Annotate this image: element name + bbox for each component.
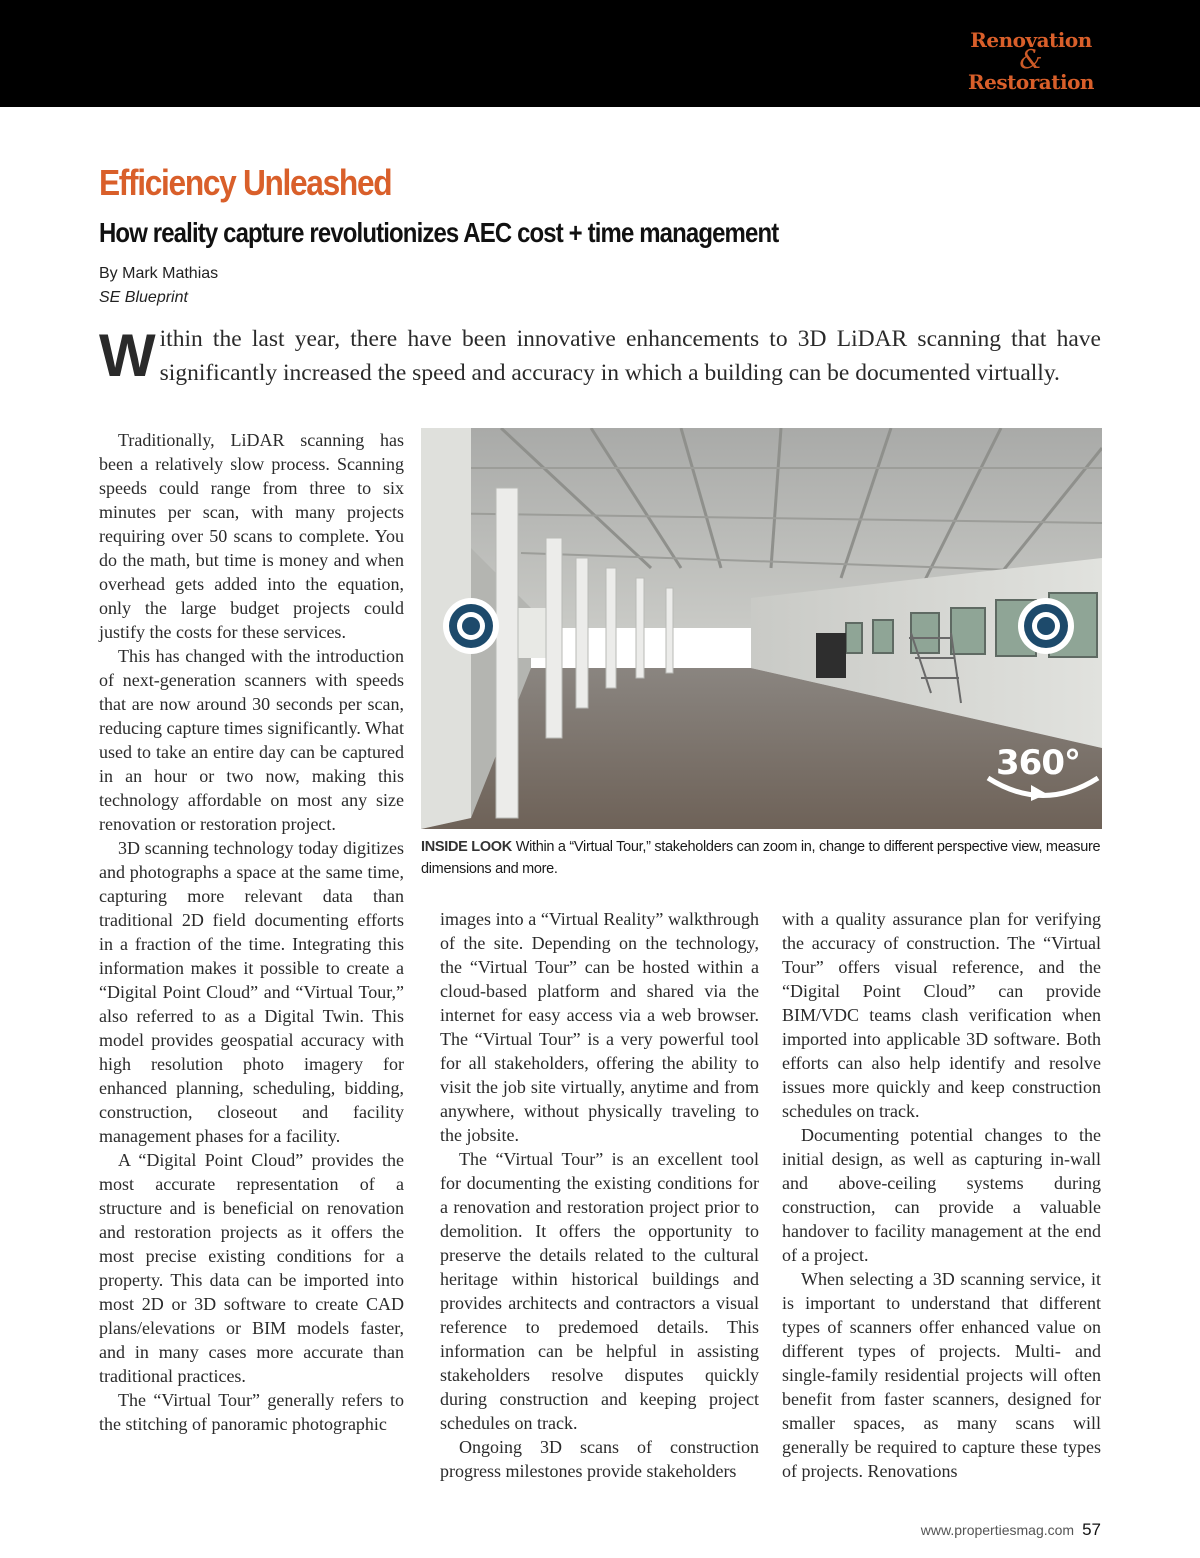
logo-ampersand: &	[1019, 45, 1043, 75]
paragraph: Documenting potential changes to the initial design, as well as capturing in-wall and above-ceiling systems during construction, can provide a valuable handover to facility management at the end of a project.	[782, 1125, 1101, 1265]
caption-label: INSIDE LOOK	[421, 839, 512, 855]
caption-text: Within a “Virtual Tour,” stakeholders can zoom in, change to different perspective view, measure dimensions and more.	[421, 839, 1101, 877]
paragraph: images into a “Virtual Reality” walkthrough of the site. Depending on the technology, the “Virtual Tour” can be hosted within a cloud-based platform and shared via the internet for easy access via a web browser. The “Virtual Tour” is a very powerful tool for all stakeholders, offering the ability to visit the job site virtually, anytime and from anywhere, without physically traveling to the jobsite.	[440, 909, 759, 1145]
paragraph: with a quality assurance plan for verifying the accuracy of construction. The “Virtual Tour” offers visual reference, and the “Digital Point Cloud” can provide BIM/VDC teams clash verification when imported into applicable 3D software. Both efforts can also help identify and resolve issues more quickly and keep construction schedules on track.	[782, 909, 1101, 1121]
page-number: 57	[1082, 1520, 1101, 1539]
paragraph: Traditionally, LiDAR scanning has been a relatively slow process. Scanning speeds could range from three to six minutes per scan, with many projects requiring over 50 scans to complete. You do the math, but time is money and when overhead gets added into the equation, only the large budget projects could justify the costs for these services.	[99, 430, 404, 642]
body-column-3	[782, 907, 1101, 1483]
page-footer	[921, 1520, 1101, 1540]
paragraph: The “Virtual Tour” generally refers to the stitching of panoramic photographic	[99, 1390, 404, 1434]
lead-paragraph	[99, 322, 1101, 390]
virtual-tour-hotspot-left	[443, 598, 499, 654]
360-badge-text: 360°	[996, 743, 1080, 783]
drop-cap: W	[99, 322, 156, 389]
virtual-tour-hotspot-right	[1018, 598, 1074, 654]
paragraph: The “Virtual Tour” is an excellent tool for documenting the existing conditions for a renovation and restoration project prior to demolition. It offers the opportunity to preserve the details related to the cultural heritage within historical buildings and provides architects and contractors a visual reference to predemoed details. This information can be helpful in assisting stakeholders resolve disputes quickly during construction and keeping project schedules on track.	[440, 1149, 759, 1433]
paragraph: This has changed with the introduction of next-generation scanners with speeds that are now around 30 seconds per scan, reducing capture times significantly. What used to take an entire day can be captured in an hour or two now, making this technology affordable on most any size renovation or restoration project.	[99, 646, 404, 834]
footer-url[interactable]: www.propertiesmag.com	[920, 1522, 1075, 1538]
byline: By Mark Mathias	[99, 265, 219, 282]
warehouse-interior-photo	[421, 428, 1102, 829]
lead-text: ithin the last year, there have been innovative enhancements to 3D LiDAR scanning that have significantly increased the speed and accuracy in which a building can be documented virtually.	[159, 326, 1101, 386]
article-subhead: How reality capture revolutionizes AEC cost + time management	[99, 217, 779, 248]
photo-caption	[421, 836, 1105, 880]
paragraph: Ongoing 3D scans of construction progress milestones provide stakeholders	[440, 1437, 759, 1481]
logo-line-1: Renovation	[970, 28, 1092, 52]
paragraph: When selecting a 3D scanning service, it is important to understand that different types of scanners offer enhanced value on different types of projects. Multi- and single-family residential projects will often benefit from faster scanners, designed for smaller spaces, as many scans will generally be required to capture these types of projects. Renovations	[782, 1269, 1101, 1481]
paragraph: 3D scanning technology today digitizes and photographs a space at the same time, capturing more relevant data than traditional 2D field documenting efforts in a fraction of the time. Integrating this information makes it possible to create a “Digital Point Cloud” and “Virtual Tour,” also referred to as a Digital Twin. This model provides geospatial accuracy with high resolution photo imagery for enhanced planning, scheduling, bidding, construction, closeout and facility management phases for a facility.	[99, 838, 404, 1146]
renovation-restoration-logo	[966, 28, 1096, 100]
article-headline: Efficiency Unleashed	[99, 162, 392, 203]
body-column-1	[99, 428, 404, 1436]
logo-line-2: Restoration	[968, 70, 1094, 94]
paragraph: A “Digital Point Cloud” provides the most accurate representation of a structure and is beneficial on renovation and restoration projects as it offers the most precise existing conditions for a property. This data can be imported into most 2D or 3D software to create CAD plans/elevations or BIM models faster, and in many cases more accurate than traditional practices.	[99, 1150, 404, 1386]
byline-source: SE Blueprint	[99, 289, 188, 306]
body-column-2	[440, 907, 759, 1483]
